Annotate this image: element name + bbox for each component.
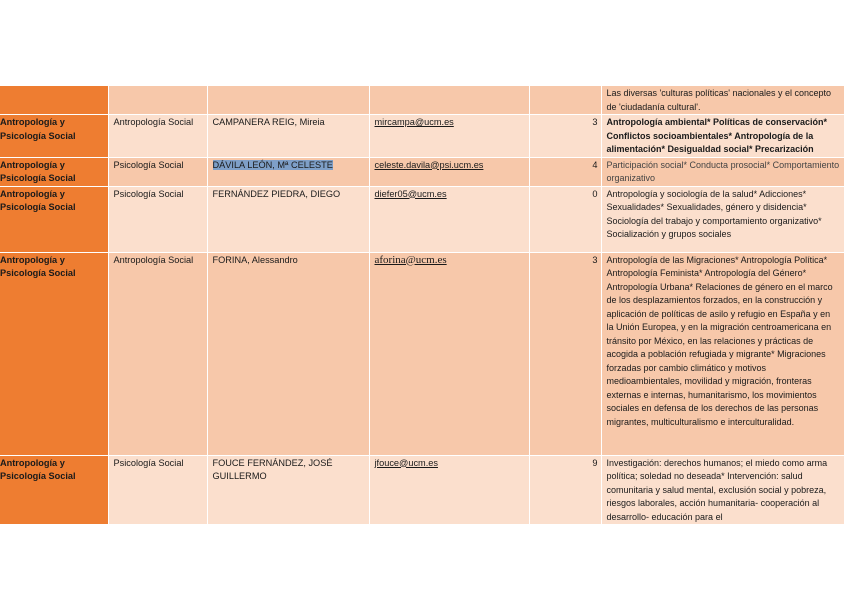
unit-cell: Psicología Social <box>108 455 207 525</box>
topics-cell: Antropología de las Migraciones* Antropología Política* Antropología Feminista* Antropología del Género* Antropología Urbana* Relaciones de género en el marco de los desplazamientos forzados, en la construcción y aplicación de políticas de asilo y refugio en España y en la Unión Europea, y en la migración centroamericana en tránsito por México, en las relaciones y prácticas de acogida a población refugiada y migrante* Migraciones forzadas por cambio climático y motivos medioambientales, movilidad y migración, fronteras externas e internas, humanitarismo, los movimientos sociales en defensa de los derechos de las personas migrantes, multiculturalismo e interculturalidad. <box>601 252 844 455</box>
count-cell: 0 <box>529 186 601 252</box>
highlighted-name: DÁVILA LEÓN, Mª CELESTE <box>212 159 333 170</box>
unit-cell: Antropología Social <box>108 115 207 158</box>
area-cell: Antropología y Psicología Social <box>0 455 108 525</box>
unit-cell <box>108 86 207 115</box>
unit-cell: Psicología Social <box>108 186 207 252</box>
count-cell: 3 <box>529 115 601 158</box>
table-row <box>0 186 844 252</box>
faculty-table <box>0 86 845 525</box>
name-cell <box>207 157 369 186</box>
name-cell: CAMPANERA REIG, Mireia <box>207 115 369 158</box>
name-cell: FORINA, Alessandro <box>207 252 369 455</box>
email-link[interactable]: mircampa@ucm.es <box>369 115 529 158</box>
email-link[interactable]: aforina@ucm.es <box>369 252 529 455</box>
area-cell <box>0 86 108 115</box>
unit-cell: Antropología Social <box>108 252 207 455</box>
area-cell: Antropología y Psicología Social <box>0 157 108 186</box>
count-cell: 4 <box>529 157 601 186</box>
unit-cell: Psicología Social <box>108 157 207 186</box>
count-cell: 3 <box>529 252 601 455</box>
email-link[interactable]: celeste.davila@psi.ucm.es <box>369 157 529 186</box>
table-row <box>0 157 844 186</box>
area-cell: Antropología y Psicología Social <box>0 115 108 158</box>
count-cell <box>529 86 601 115</box>
email-link[interactable]: diefer05@ucm.es <box>369 186 529 252</box>
email-cell <box>369 86 529 115</box>
table-row <box>0 115 844 158</box>
topics-cell: Antropología ambiental* Políticas de conservación* Conflictos socioambientales* Antropología de la alimentación* Desigualdad social* Precarización <box>601 115 844 158</box>
topics-cell: Investigación: derechos humanos; el miedo como arma política; soledad no deseada* Intervención: salud comunitaria y salud mental, exclusión social y pobreza, riesgos laborales, acción humanitaria- cooperación al desarrollo- educación para el <box>601 455 844 525</box>
count-cell: 9 <box>529 455 601 525</box>
name-cell: FERNÁNDEZ PIEDRA, DIEGO <box>207 186 369 252</box>
area-cell: Antropología y Psicología Social <box>0 186 108 252</box>
topics-cell: Antropología y sociología de la salud* Adicciones* Sexualidades* Sexualidades, género y disidencia* Sociología del trabajo y comportamiento organizativo* Socialización y grupos sociales <box>601 186 844 252</box>
email-link[interactable]: jfouce@ucm.es <box>369 455 529 525</box>
area-cell: Antropología y Psicología Social <box>0 252 108 455</box>
table-row <box>0 252 844 455</box>
table-row <box>0 455 844 525</box>
topics-cell: Las diversas 'culturas políticas' nacionales y el concepto de 'ciudadanía cultural'. <box>601 86 844 115</box>
topics-cell: Participación social* Conducta prosocial* Comportamiento organizativo <box>601 157 844 186</box>
table-row-continuation <box>0 86 844 115</box>
name-cell <box>207 86 369 115</box>
name-cell: FOUCE FERNÁNDEZ, JOSÉ GUILLERMO <box>207 455 369 525</box>
